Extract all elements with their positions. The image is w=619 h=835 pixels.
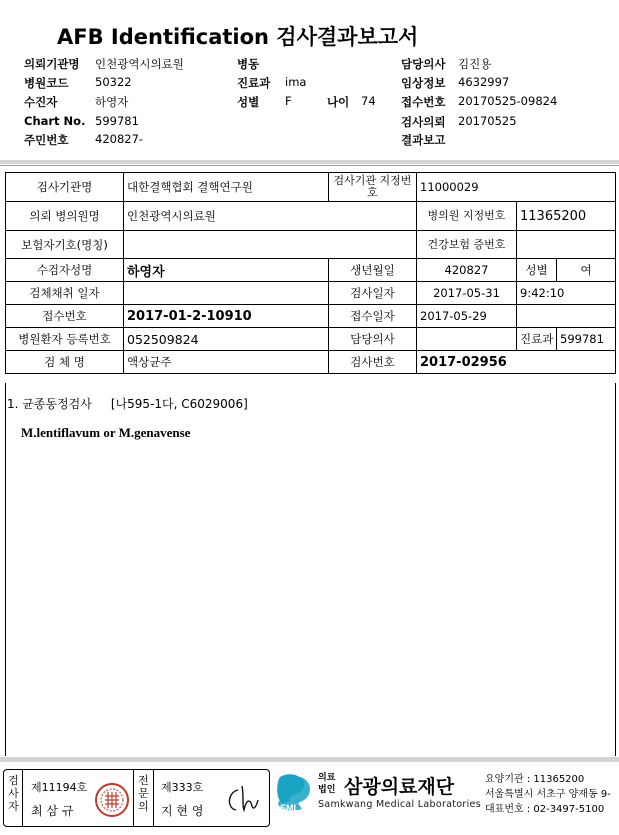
examiner-license: 제11194호 bbox=[31, 781, 88, 794]
chart-value: 599781 bbox=[95, 114, 139, 128]
table-cell-value bbox=[124, 282, 329, 305]
corp-type: 의료법인 bbox=[318, 773, 336, 795]
corp-phone: 대표번호 : 02-3497-5100 bbox=[485, 804, 605, 815]
table-row bbox=[6, 351, 616, 374]
table-cell-value: 420827 bbox=[417, 259, 517, 282]
table-cell-value bbox=[124, 231, 417, 259]
separator bbox=[0, 160, 619, 164]
table-row bbox=[6, 231, 616, 259]
table-cell-label: 건강보험 증번호 bbox=[417, 231, 517, 259]
chart-label: Chart No. bbox=[24, 114, 86, 128]
table-cell-label: 검사번호 bbox=[329, 351, 417, 374]
patient-value: 하영자 bbox=[95, 95, 129, 109]
table-cell-label: 진료과 bbox=[517, 328, 557, 351]
header-info bbox=[0, 52, 619, 152]
table-cell-value: 11365200 bbox=[517, 202, 616, 231]
table-cell-value: 2017-05-31 bbox=[417, 282, 517, 305]
table-cell-value: 2017-02956 bbox=[417, 351, 616, 374]
table-cell-label: 검사기관명 bbox=[6, 173, 124, 202]
table-cell-label: 검 체 명 bbox=[6, 351, 124, 374]
result-report-label: 결과보고 bbox=[401, 133, 446, 147]
report-title: AFB Identification 검사결과보고서 bbox=[57, 25, 419, 49]
doctor-value: 김진용 bbox=[458, 57, 492, 71]
table-cell-value: 11000029 bbox=[417, 173, 616, 202]
table-row bbox=[6, 173, 616, 202]
sml-logo-icon bbox=[272, 771, 316, 815]
table-cell-value: 2017-01-2-10910 bbox=[124, 305, 329, 328]
table-cell-label: 검사일자 bbox=[329, 282, 417, 305]
hospital-code-value: 50322 bbox=[95, 75, 132, 89]
age-value: 74 bbox=[361, 94, 376, 108]
table-cell-label: 담당의사 bbox=[329, 328, 417, 351]
table-cell-value: 여 bbox=[557, 259, 616, 282]
dept-value: ima bbox=[285, 75, 307, 89]
corp-info bbox=[485, 772, 611, 817]
table-cell-label: 보험자기호(명칭) bbox=[6, 231, 124, 259]
examiner-label: 검사자 bbox=[8, 774, 19, 813]
identification-result: M.lentiflavum or M.genavense bbox=[21, 425, 191, 440]
resident-label: 주민번호 bbox=[24, 133, 69, 147]
corp-address: 서울특별시 서초구 양재동 9- bbox=[485, 789, 611, 800]
table-cell-label: 생년월일 bbox=[329, 259, 417, 282]
receipt-label: 접수번호 bbox=[401, 95, 446, 109]
corp-code: 요양기관 : 11365200 bbox=[485, 774, 585, 785]
table-cell-label: 병의원 지정번호 bbox=[417, 202, 517, 231]
age-label: 나이 bbox=[327, 95, 350, 109]
separator bbox=[0, 757, 619, 762]
sex-label: 성별 bbox=[237, 95, 260, 109]
table-cell-value: 대한결핵협회 결핵연구원 bbox=[124, 173, 329, 202]
table-cell-value: 052509824 bbox=[124, 328, 329, 351]
corp-english: Samkwang Medical Laboratories bbox=[318, 799, 481, 810]
ward-label: 병동 bbox=[237, 57, 260, 71]
table-cell-value: 하영자 bbox=[124, 259, 329, 282]
footer bbox=[0, 766, 619, 835]
table-row bbox=[6, 282, 616, 305]
table-cell-label: 성별 bbox=[517, 259, 557, 282]
corp-name: 삼광의료재단 bbox=[344, 776, 455, 798]
table-cell-value: 액상균주 bbox=[124, 351, 329, 374]
table-cell-label: 의뢰 병의원명 bbox=[6, 202, 124, 231]
table-cell-label: 접수일자 bbox=[329, 305, 417, 328]
table-cell-label: 수검자성명 bbox=[6, 259, 124, 282]
resident-value: 420827- bbox=[95, 132, 144, 146]
result-area bbox=[5, 383, 616, 756]
institution-label: 의뢰기관명 bbox=[24, 57, 80, 71]
clinical-value: 4632997 bbox=[458, 75, 510, 89]
signature-box bbox=[3, 769, 270, 827]
table-cell-label: 접수번호 bbox=[6, 305, 124, 328]
sex-value: F bbox=[285, 94, 292, 108]
result-table bbox=[5, 172, 616, 374]
table-row bbox=[6, 305, 616, 328]
divider bbox=[133, 770, 134, 826]
specialist-signature bbox=[222, 782, 264, 816]
test-request-label: 검사의뢰 bbox=[401, 115, 446, 129]
dept-label: 진료과 bbox=[237, 76, 271, 90]
receipt-value: 20170525-09824 bbox=[458, 94, 558, 108]
specialist-label: 전문의 bbox=[138, 774, 149, 813]
table-row bbox=[6, 259, 616, 282]
table-row bbox=[6, 202, 616, 231]
table-cell-label: 검체채취 일자 bbox=[6, 282, 124, 305]
test-request-value: 20170525 bbox=[458, 114, 517, 128]
table-cell-value bbox=[517, 305, 616, 328]
examiner-name: 최 삼 규 bbox=[31, 804, 74, 818]
table-cell-value bbox=[517, 231, 616, 259]
clinical-label: 임상정보 bbox=[401, 76, 446, 90]
separator bbox=[0, 165, 619, 166]
table-cell-label: 검사기관 지정번호 bbox=[329, 173, 417, 202]
doctor-label: 담당의사 bbox=[401, 57, 446, 71]
logo-text: SML bbox=[280, 803, 299, 813]
divider bbox=[153, 770, 154, 826]
patient-label: 수진자 bbox=[24, 95, 58, 109]
examiner-seal bbox=[94, 782, 130, 818]
table-cell-value: 9:42:10 bbox=[517, 282, 616, 305]
table-cell-value: 2017-05-29 bbox=[417, 305, 517, 328]
hospital-code-label: 병원코드 bbox=[24, 76, 69, 90]
table-cell-value bbox=[417, 328, 517, 351]
institution-value: 인천광역시의료원 bbox=[95, 57, 184, 71]
table-row bbox=[6, 328, 616, 351]
specialist-name: 지 현 영 bbox=[161, 804, 204, 818]
specialist-license: 제333호 bbox=[161, 781, 204, 794]
test-description: 1. 균종동정검사 [나595-1다, C6029006] bbox=[7, 397, 248, 411]
divider bbox=[22, 770, 23, 826]
table-cell-value: 599781 bbox=[557, 328, 616, 351]
table-cell-value: 인천광역시의료원 bbox=[124, 202, 417, 231]
table-cell-label: 병원환자 등록번호 bbox=[6, 328, 124, 351]
